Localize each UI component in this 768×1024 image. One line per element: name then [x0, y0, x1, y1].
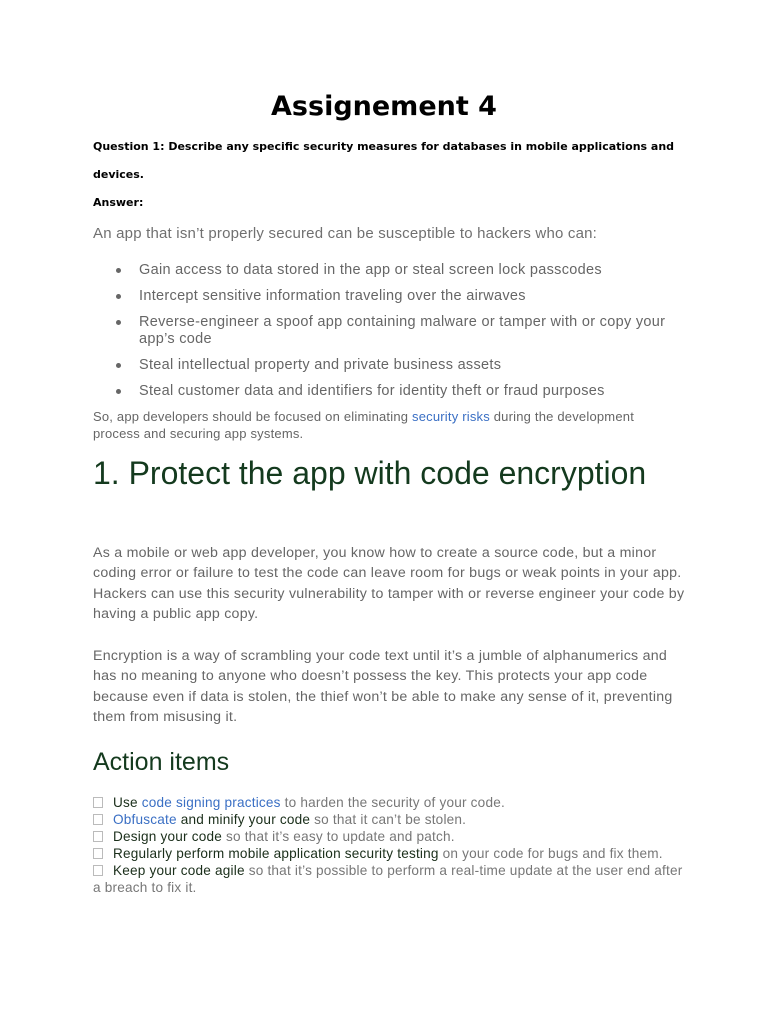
- bullet-icon: [116, 268, 121, 273]
- answer-label: Answer:: [93, 196, 144, 209]
- action-item: [93, 863, 693, 897]
- summary-paragraph: [93, 409, 653, 442]
- list-item-text: Steal intellectual property and private business assets: [139, 357, 502, 373]
- checkbox-icon: [93, 814, 103, 825]
- list-item: [0, 288, 679, 314]
- list-item-text: Intercept sensitive information traveling over the airwaves: [139, 288, 526, 304]
- action-items-list: [93, 795, 693, 896]
- action-text-end: to harden the security of your code.: [280, 795, 505, 810]
- intro-paragraph: An app that isn’t properly secured can be susceptible to hackers who can:: [93, 225, 598, 242]
- action-item: [93, 829, 693, 846]
- summary-text: So, app developers should be focused on eliminating: [93, 409, 412, 424]
- action-text-dark: Keep your code agile: [113, 862, 245, 878]
- checkbox-icon: [93, 848, 103, 859]
- bullet-icon: [116, 320, 121, 325]
- threat-list: [0, 262, 768, 403]
- section-paragraph-1: As a mobile or web app developer, you know how to create a source code, but a minor coding error or failure to test the code can leave room for bugs or weak points in your app. Hackers can use this security vulnerability to tamper with or reverse engineer your code by having a public app copy.: [93, 545, 685, 622]
- security-risks-link[interactable]: security risks: [412, 409, 490, 424]
- list-item: [0, 357, 679, 383]
- action-text-end: so that it can’t be stolen.: [310, 811, 467, 827]
- checkbox-icon: [93, 831, 103, 842]
- list-item-text: Gain access to data stored in the app or steal screen lock passcodes: [139, 262, 602, 278]
- section-paragraph-2: Encryption is a way of scrambling your code text until it’s a jumble of alphanumerics and has no meaning to anyone who doesn’t possess the key. This protects your app code because even if data is stolen, the thief won’t be able to make any sense of it, preventing them from misusing it.: [93, 648, 673, 725]
- action-text-dark: Design your code: [113, 828, 222, 844]
- action-item: [93, 812, 693, 829]
- document-title: Assignement 4: [271, 91, 497, 122]
- summary-text-end: during the development process and securing app systems.: [93, 409, 635, 441]
- question-line-2: devices.: [93, 168, 144, 181]
- checkbox-icon: [93, 797, 103, 808]
- question-line-1: Question 1: Describe any specific security measures for databases in mobile applications and: [93, 140, 675, 153]
- bullet-icon: [116, 389, 121, 394]
- list-item-text: Reverse-engineer a spoof app containing malware or tamper with or copy your app’s code: [139, 314, 666, 347]
- action-text-end: so that it’s possible to perform a real-time update at the user end after a breach to fix it.: [93, 862, 683, 895]
- action-text-dark: Regularly perform mobile application security testing: [113, 845, 439, 861]
- list-item: [0, 262, 679, 288]
- section-heading: 1. Protect the app with code encryption: [93, 455, 647, 491]
- checkbox-icon: [93, 865, 103, 876]
- action-text-end: so that it’s easy to update and patch.: [222, 828, 455, 844]
- list-item-text: Steal customer data and identifiers for identity theft or fraud purposes: [139, 383, 605, 399]
- list-item: [0, 314, 679, 357]
- action-item: [93, 846, 693, 863]
- action-item: [93, 795, 693, 812]
- action-items-heading: Action items: [93, 748, 230, 776]
- bullet-icon: [116, 294, 121, 299]
- obfuscate-link[interactable]: Obfuscate: [113, 811, 177, 827]
- code-signing-link[interactable]: code signing practices: [141, 795, 281, 810]
- action-text: Use: [113, 795, 142, 810]
- bullet-icon: [116, 363, 121, 368]
- action-text-dark: and minify your code: [176, 811, 311, 827]
- list-item: [0, 383, 679, 403]
- action-text-end: on your code for bugs and fix them.: [438, 845, 663, 861]
